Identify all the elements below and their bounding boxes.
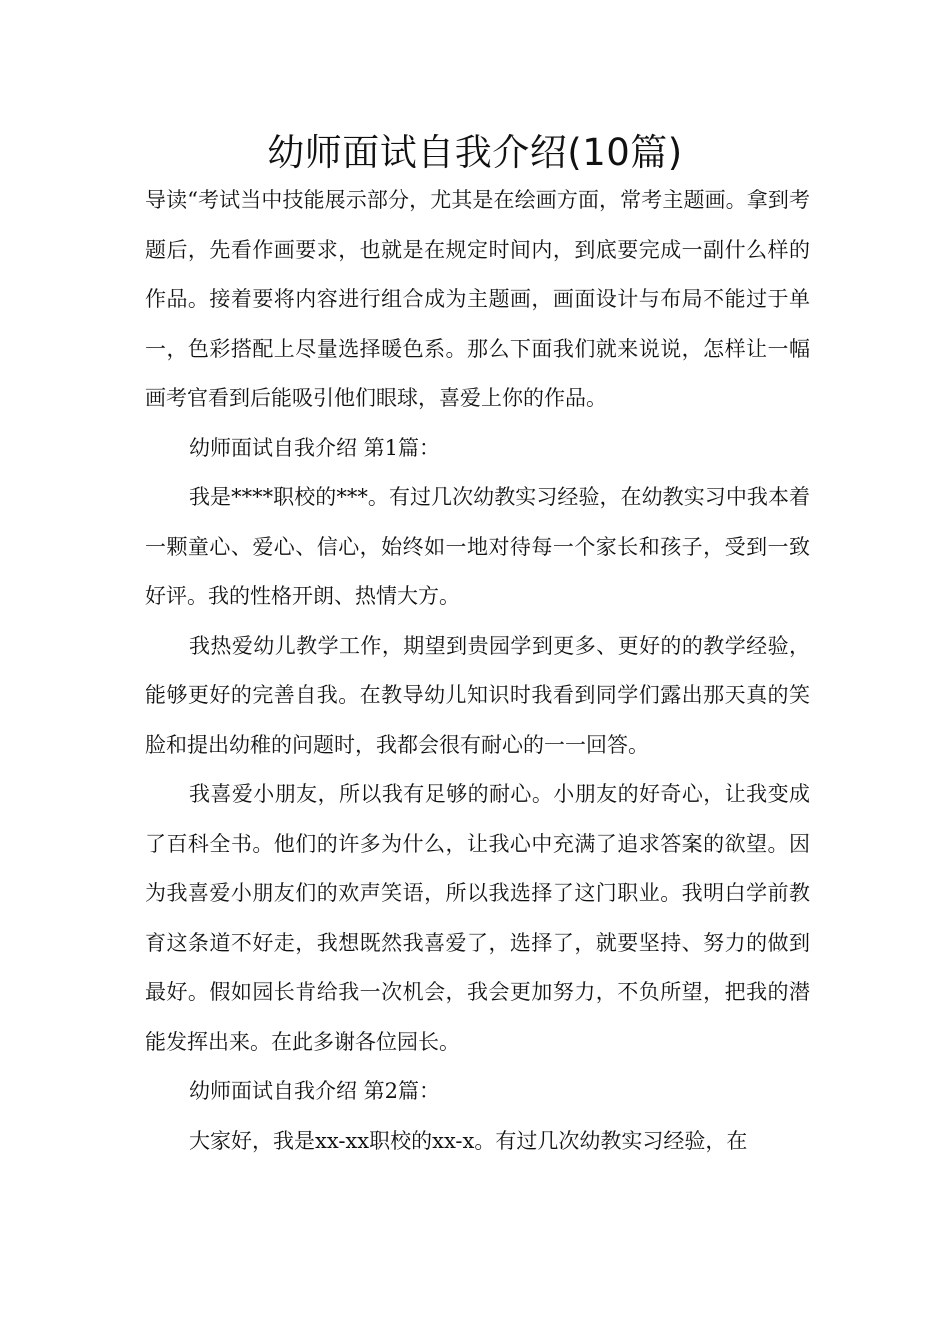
section-heading-1: 幼师面试自我介绍 第1篇： xyxy=(189,435,441,460)
document-body xyxy=(145,176,810,1166)
section-heading-2: 幼师面试自我介绍 第2篇： xyxy=(189,1079,441,1103)
body-paragraph: 我喜爱小朋友，所以我有足够的耐心。小朋友的好奇心，让我变成了百科全书。他们的许多为什么，让我心中充满了追求答案的欲望。因为我喜爱小朋友们的欢声笑语，所以我选择了这门职业。我明白学前教育这条道不好走，我想既然我喜爱了，选择了，就要坚持、努力的做到最好。假如园长肯给我一次机会，我会更加努力，不负所望，把我的潜能发挥出来。在此多谢各位园长。 xyxy=(145,782,810,1054)
document-title: 幼师面试自我介绍(10篇) xyxy=(267,131,683,174)
body-paragraph: 大家好，我是xx-xx职校的xx-x。有过几次幼教实习经验，在 xyxy=(189,1128,748,1153)
intro-paragraph: 导读“考试当中技能展示部分，尤其是在绘画方面，常考主题画。拿到考题后，先看作画要求，也就是在规定时间内，到底要完成一副什么样的作品。接着要将内容进行组合成为主题画，画面设计与布局不能过于单一，色彩搭配上尽量选择暖色系。那么下面我们就来说说，怎样让一幅画考官看到后能吸引他们眼球，喜爱上你的作品。 xyxy=(145,188,810,410)
body-paragraph: 我热爱幼儿教学工作，期望到贵园学到更多、更好的的教学经验，能够更好的完善自我。在教导幼儿知识时我看到同学们露出那天真的笑脸和提出幼稚的问题时，我都会很有耐心的一一回答。 xyxy=(145,633,810,757)
body-paragraph: 我是****职校的***。有过几次幼教实习经验，在幼教实习中我本着一颗童心、爱心、信心，始终如一地对待每一个家长和孩子，受到一致好评。我的性格开朗、热情大方。 xyxy=(145,485,810,608)
